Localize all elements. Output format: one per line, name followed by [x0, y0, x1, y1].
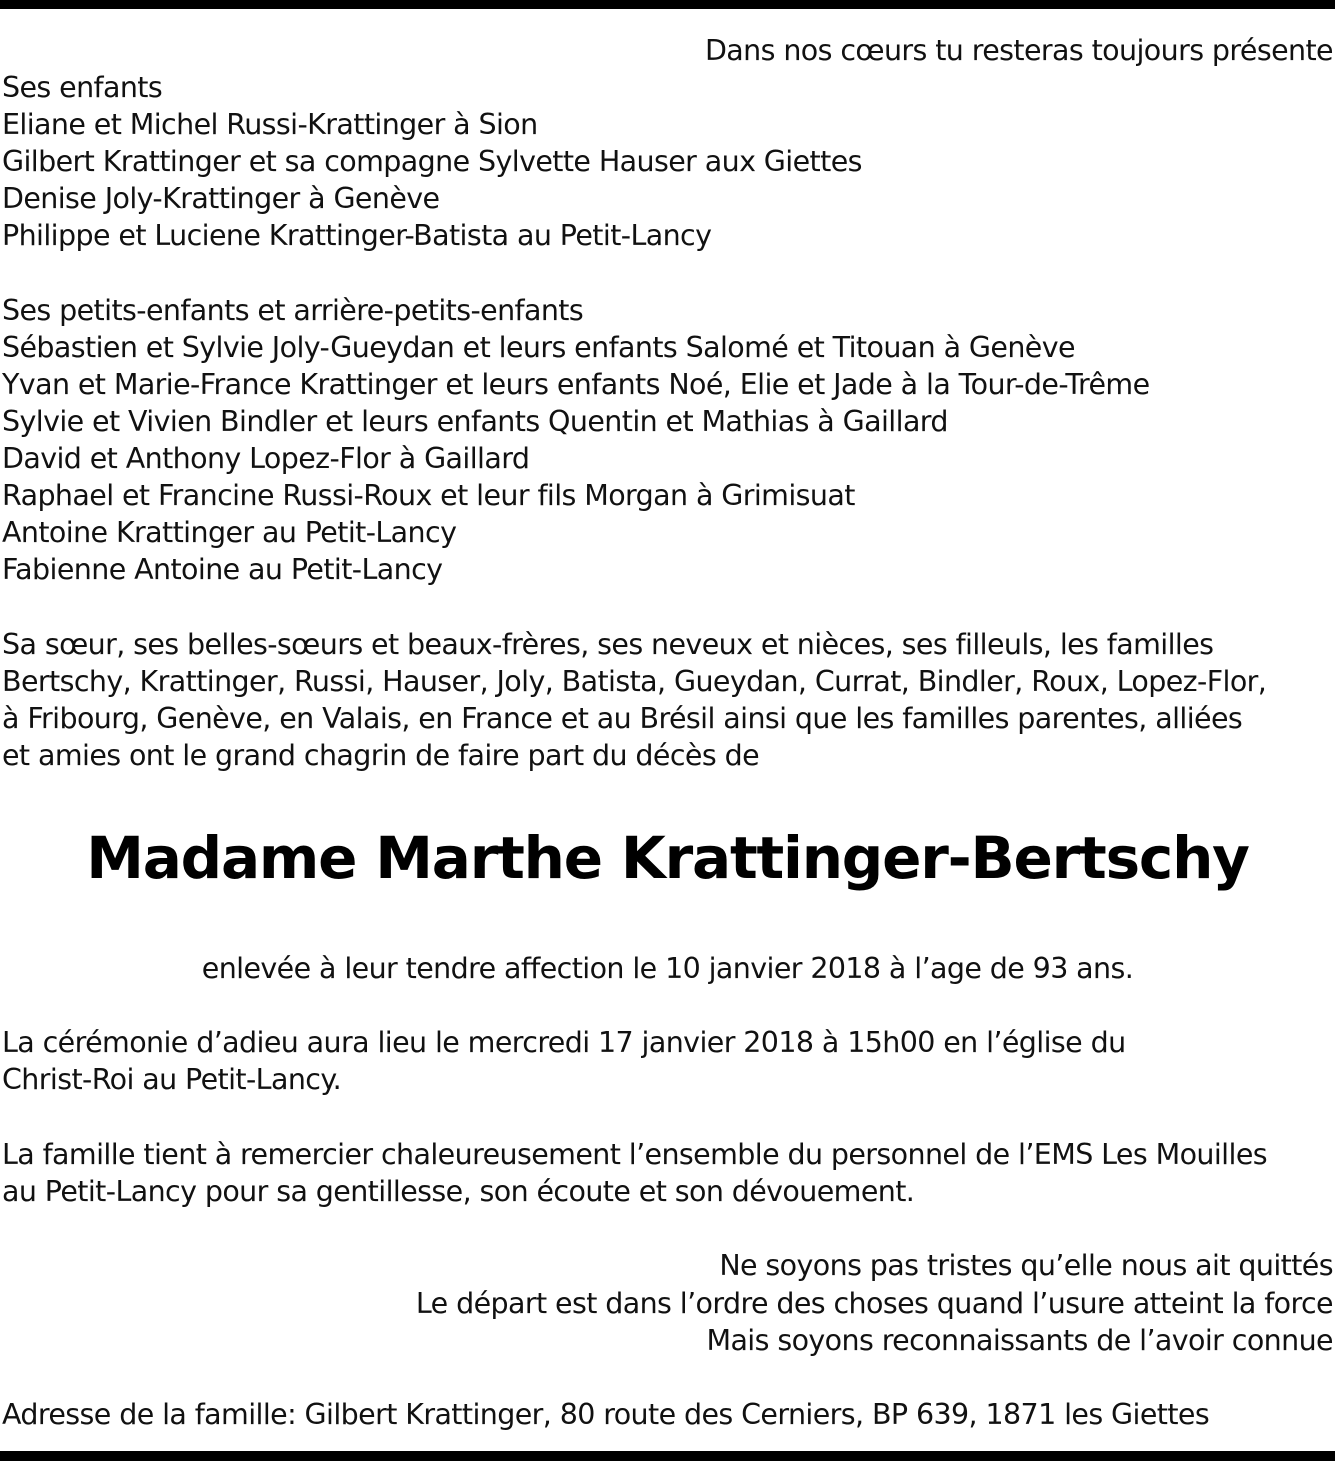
grandchildren-line: Antoine Krattinger au Petit-Lancy [2, 516, 457, 549]
passing-line: enlevée à leur tendre affection le 10 janvier 2018 à l’age de 93 ans. [201, 952, 1134, 985]
thanks-line: au Petit-Lancy pour sa gentillesse, son écoute et son dévouement. [2, 1175, 915, 1208]
bottom-rule [0, 1451, 1335, 1461]
grandchildren-line: Sébastien et Sylvie Joly-Gueydan et leurs enfants Salomé et Titouan à Genève [2, 331, 1075, 364]
announcement-line: et amies ont le grand chagrin de faire part du décès de [2, 739, 759, 772]
announcement-line: à Fribourg, Genève, en Valais, en France et au Brésil ainsi que les familles parentes, alliées [2, 702, 1243, 735]
family-address: Adresse de la famille: Gilbert Krattinger, 80 route des Cerniers, BP 639, 1871 les Giettes [2, 1398, 1210, 1431]
grandchildren-line: Raphael et Francine Russi-Roux et leur fils Morgan à Grimisuat [2, 479, 855, 512]
announcement-line: Sa sœur, ses belles-sœurs et beaux-frères, ses neveux et nièces, ses filleuls, les familles [2, 628, 1214, 661]
poem-line: Ne soyons pas tristes qu’elle nous ait quittés [719, 1249, 1333, 1282]
epigraph: Dans nos cœurs tu resteras toujours présente [704, 34, 1333, 67]
poem-line: Mais soyons reconnaissants de l’avoir connue [706, 1324, 1333, 1357]
ceremony-line: Christ-Roi au Petit-Lancy. [2, 1063, 342, 1096]
top-rule [0, 0, 1335, 9]
children-line: Gilbert Krattinger et sa compagne Sylvette Hauser aux Giettes [2, 145, 862, 178]
grandchildren-heading: Ses petits-enfants et arrière-petits-enfants [2, 294, 584, 327]
grandchildren-line: David et Anthony Lopez-Flor à Gaillard [2, 442, 530, 475]
poem-line: Le départ est dans l’ordre des choses quand l’usure atteint la force [415, 1287, 1333, 1320]
children-line: Philippe et Luciene Krattinger-Batista au Petit-Lancy [2, 219, 712, 252]
announcement-line: Bertschy, Krattinger, Russi, Hauser, Joly, Batista, Gueydan, Currat, Bindler, Roux, Lopez-Flor, [2, 665, 1267, 698]
children-heading: Ses enfants [2, 71, 163, 104]
children-line: Eliane et Michel Russi-Krattinger à Sion [2, 108, 538, 141]
grandchildren-line: Fabienne Antoine au Petit-Lancy [2, 553, 443, 586]
grandchildren-line: Yvan et Marie-France Krattinger et leurs enfants Noé, Elie et Jade à la Tour-de-Trême [2, 368, 1150, 401]
ceremony-line: La cérémonie d’adieu aura lieu le mercredi 17 janvier 2018 à 15h00 en l’église du [2, 1026, 1126, 1059]
deceased-name: Madame Marthe Krattinger-Bertschy [86, 824, 1249, 892]
grandchildren-line: Sylvie et Vivien Bindler et leurs enfants Quentin et Mathias à Gaillard [2, 405, 948, 438]
children-line: Denise Joly-Krattinger à Genève [2, 182, 440, 215]
thanks-line: La famille tient à remercier chaleureusement l’ensemble du personnel de l’EMS Les Mouilles [2, 1138, 1268, 1171]
